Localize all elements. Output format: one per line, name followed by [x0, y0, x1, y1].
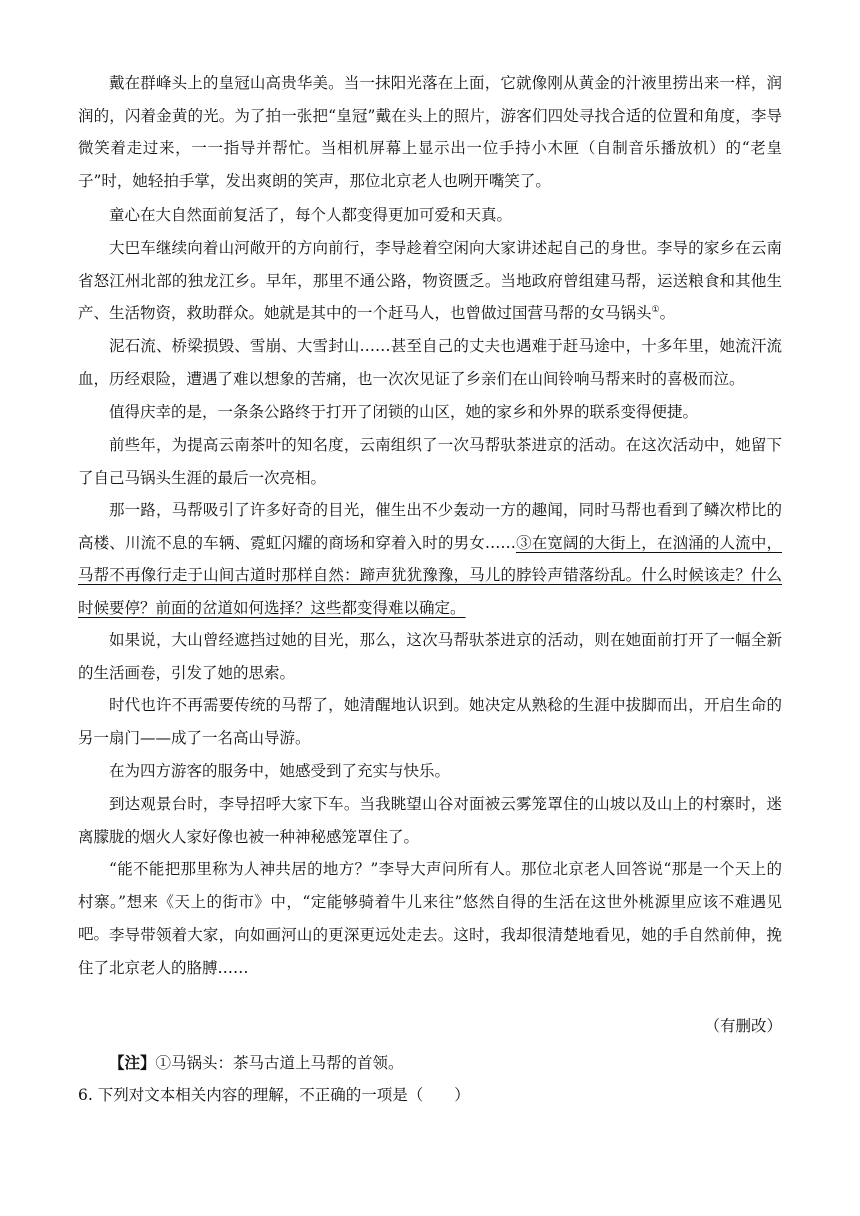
paragraph-new-picture: 如果说，大山曾经遮挡过她的目光，那么，这次马帮驮茶进京的活动，则在她面前打开了一幅全新的生活画卷，引发了她的思索。	[78, 631, 782, 682]
footnote-text: ①马锅头：茶马古道上马帮的首领。	[155, 1054, 404, 1072]
paragraph-guide-background	[78, 232, 782, 330]
question-6	[78, 1079, 782, 1112]
paragraph-hardships: 泥石流、桥梁损毁、雪崩、大雪封山……甚至自己的丈夫也遇难于赶马途中，十多年里，她流汗流血，历经艰险，遭遇了难以想象的苦痛，也一次次见证了乡亲们在山间铃响马帮来时的喜极而泣。	[78, 337, 782, 388]
paragraph-fulfillment: 在为四方游客的服务中，她感受到了充实与快乐。	[109, 762, 451, 780]
paragraph-journey-city	[78, 494, 782, 624]
paragraph-heavenly-village: “能不能把那里称为人神共居的地方？”李导大声问所有人。那位北京老人回答说“那是一个天上的村寨。”想来《天上的街市》中，“定能够骑着牛儿来往”悠然自得的生活在这世外桃源里应该不难遇见吧。	[78, 860, 782, 944]
paragraph-roads-opened: 值得庆幸的是，一条条公路终于打开了闭锁的山区，她的家乡和外界的联系变得便捷。	[109, 403, 699, 421]
question-number: 6.	[78, 1086, 93, 1104]
footnote	[78, 1047, 782, 1080]
paragraph-journey-city-text: 那一路，马帮吸引了许多好奇的目光，催生出不少轰动一方的趣闻，同时马帮也看到了鳞次栉比的高楼、川流不息的车辆、霓虹闪耀的商场和穿着入时的男女……	[78, 501, 782, 552]
footnote-label: 【注】	[109, 1053, 156, 1072]
paragraph-viewing-platform: 到达观景台时，李导招呼大家下车。当我眺望山谷对面被云雾笼罩住的山坡以及山上的村寨时，迷离朦胧的烟火人家好像也被一种神秘感笼罩住了。	[78, 795, 782, 846]
paragraph-tea-to-beijing: 前些年，为提高云南茶叶的知名度，云南组织了一次马帮驮茶进京的活动。在这次活动中，她留下了自己马锅头生涯的最后一次亮相。	[78, 436, 782, 487]
paragraph-guide-background-end: 。	[659, 304, 676, 323]
source-note: （有删改）	[704, 1017, 782, 1035]
paragraph-new-career: 时代也许不再需要传统的马帮了，她清醒地认识到。她决定从熟稔的生涯中拔脚而出，开启生命的另一扇门——成了一名高山导游。	[78, 696, 782, 747]
underlined-sentence-3: ③在宽阔的大街上，在汹涌的人流中，马帮不再像行走于山间古道时那样自然：蹄声犹犹豫豫，马儿的脖铃声错落纷乱。什么时候该走？什么时候要停？前面的岔道如何选择？这些都变得难以确定。	[78, 533, 782, 617]
paragraph-crown-mountain: 戴在群峰头上的皇冠山高贵华美。当一抹阳光落在上面，它就像刚从黄金的汁液里捞出来一样，润润的，闪着金黄的光。为了拍一张把“皇冠”戴在头上的照片，游客们四处寻找合适的位置和角度，李导微笑着走过来，一一指导并帮忙。当相机屏幕上显示出一位手持小木匣（自制音乐播放机）的“老皇子”时，她轻拍手掌，发出爽朗的笑声，那位北京老人也咧开嘴笑了。	[78, 74, 782, 190]
paragraph-childlike-heart: 童心在大自然面前复活了，每个人都变得更加可爱和天真。	[109, 206, 513, 224]
footnote-marker: ①	[651, 305, 660, 316]
paragraph-guide-background-text: 大巴车继续向着山河敞开的方向前行，李导趁着空闲向大家讲述起自己的身世。李导的家乡在云南省怒江州北部的独龙江乡。早年，那里不通公路，物资匮乏。当地政府曾组建马帮，运送粮食和其他生产、生活物资，救助群众。她就是其中的一个赶马人，也曾做过国营马帮的女马锅头	[78, 239, 782, 323]
paragraph-ending: 李导带领着大家，向如画河山的更深更远处走去。这时，我却很清楚地看见，她的手自然前伸，挽住了北京老人的胳膊……	[78, 926, 782, 977]
question-text: 下列对文本相关内容的理解，不正确的一项是（ ）	[97, 1086, 470, 1104]
